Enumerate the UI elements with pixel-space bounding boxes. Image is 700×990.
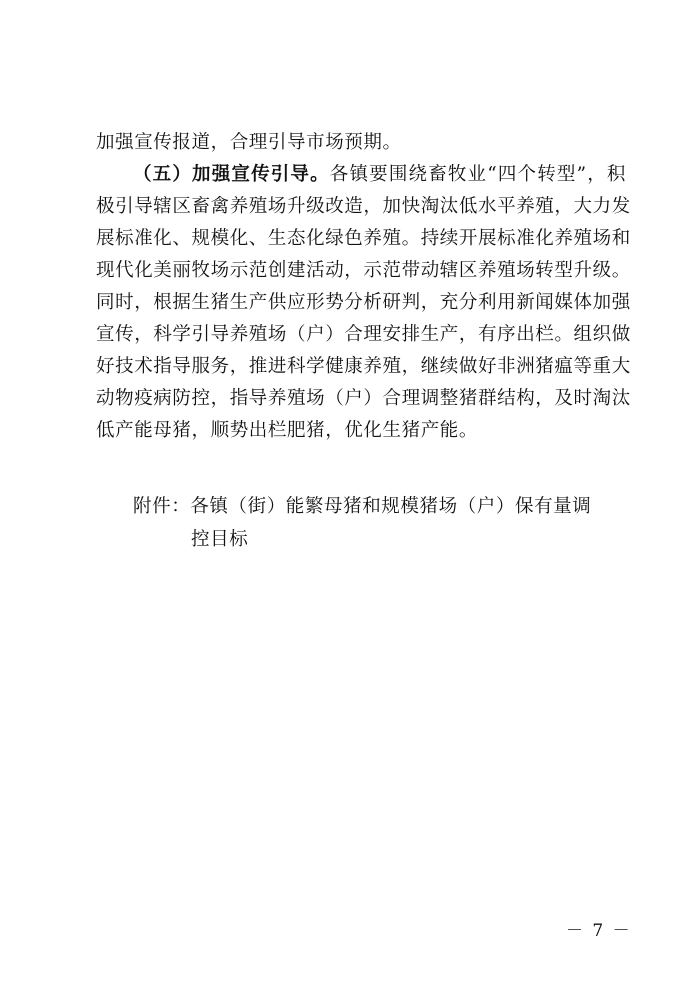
section-five-text: 各镇要围绕畜牧业“四个转型”，积 [329, 164, 626, 185]
paragraph-line: 好技术指导服务，推进科学健康养殖，继续做好非洲猪瘟等重大 [96, 356, 631, 377]
section-five-line [96, 159, 626, 191]
section-five-heading: （五）加强宣传引导。 [133, 164, 330, 185]
paragraph-line: 同时，根据生猪生产供应形势分析研判，充分利用新闻媒体加强 [96, 292, 631, 313]
paragraph-line: 展标准化、规模化、生态化绿色养殖。持续开展标准化养殖场和 [96, 228, 631, 249]
attachment-note [133, 490, 603, 556]
page-number: － 7 － [566, 921, 632, 941]
paragraph-line: 现代化美丽牧场示范创建活动，示范带动辖区养殖场转型升级。 [96, 260, 631, 281]
paragraph-line: 低产能母猪，顺势出栏肥猪，优化生猪产能。 [96, 420, 479, 441]
attachment-line-2: 控目标 [191, 529, 249, 550]
paragraph-line: 极引导辖区畜禽养殖场升级改造，加快淘汰低水平养殖，大力发 [96, 196, 631, 217]
paragraph-line: 宣传，科学引导养殖场（户）合理安排生产，有序出栏。组织做 [96, 324, 631, 345]
paragraph-line: 加强宣传报道，合理引导市场预期。 [96, 132, 402, 153]
attachment-line-1: 附件：各镇（街）能繁母猪和规模猪场（户）保有量调 [133, 496, 592, 517]
body-text [96, 127, 631, 447]
paragraph-line: 动物疫病防控，指导养殖场（户）合理调整猪群结构，及时淘汰 [96, 388, 631, 409]
